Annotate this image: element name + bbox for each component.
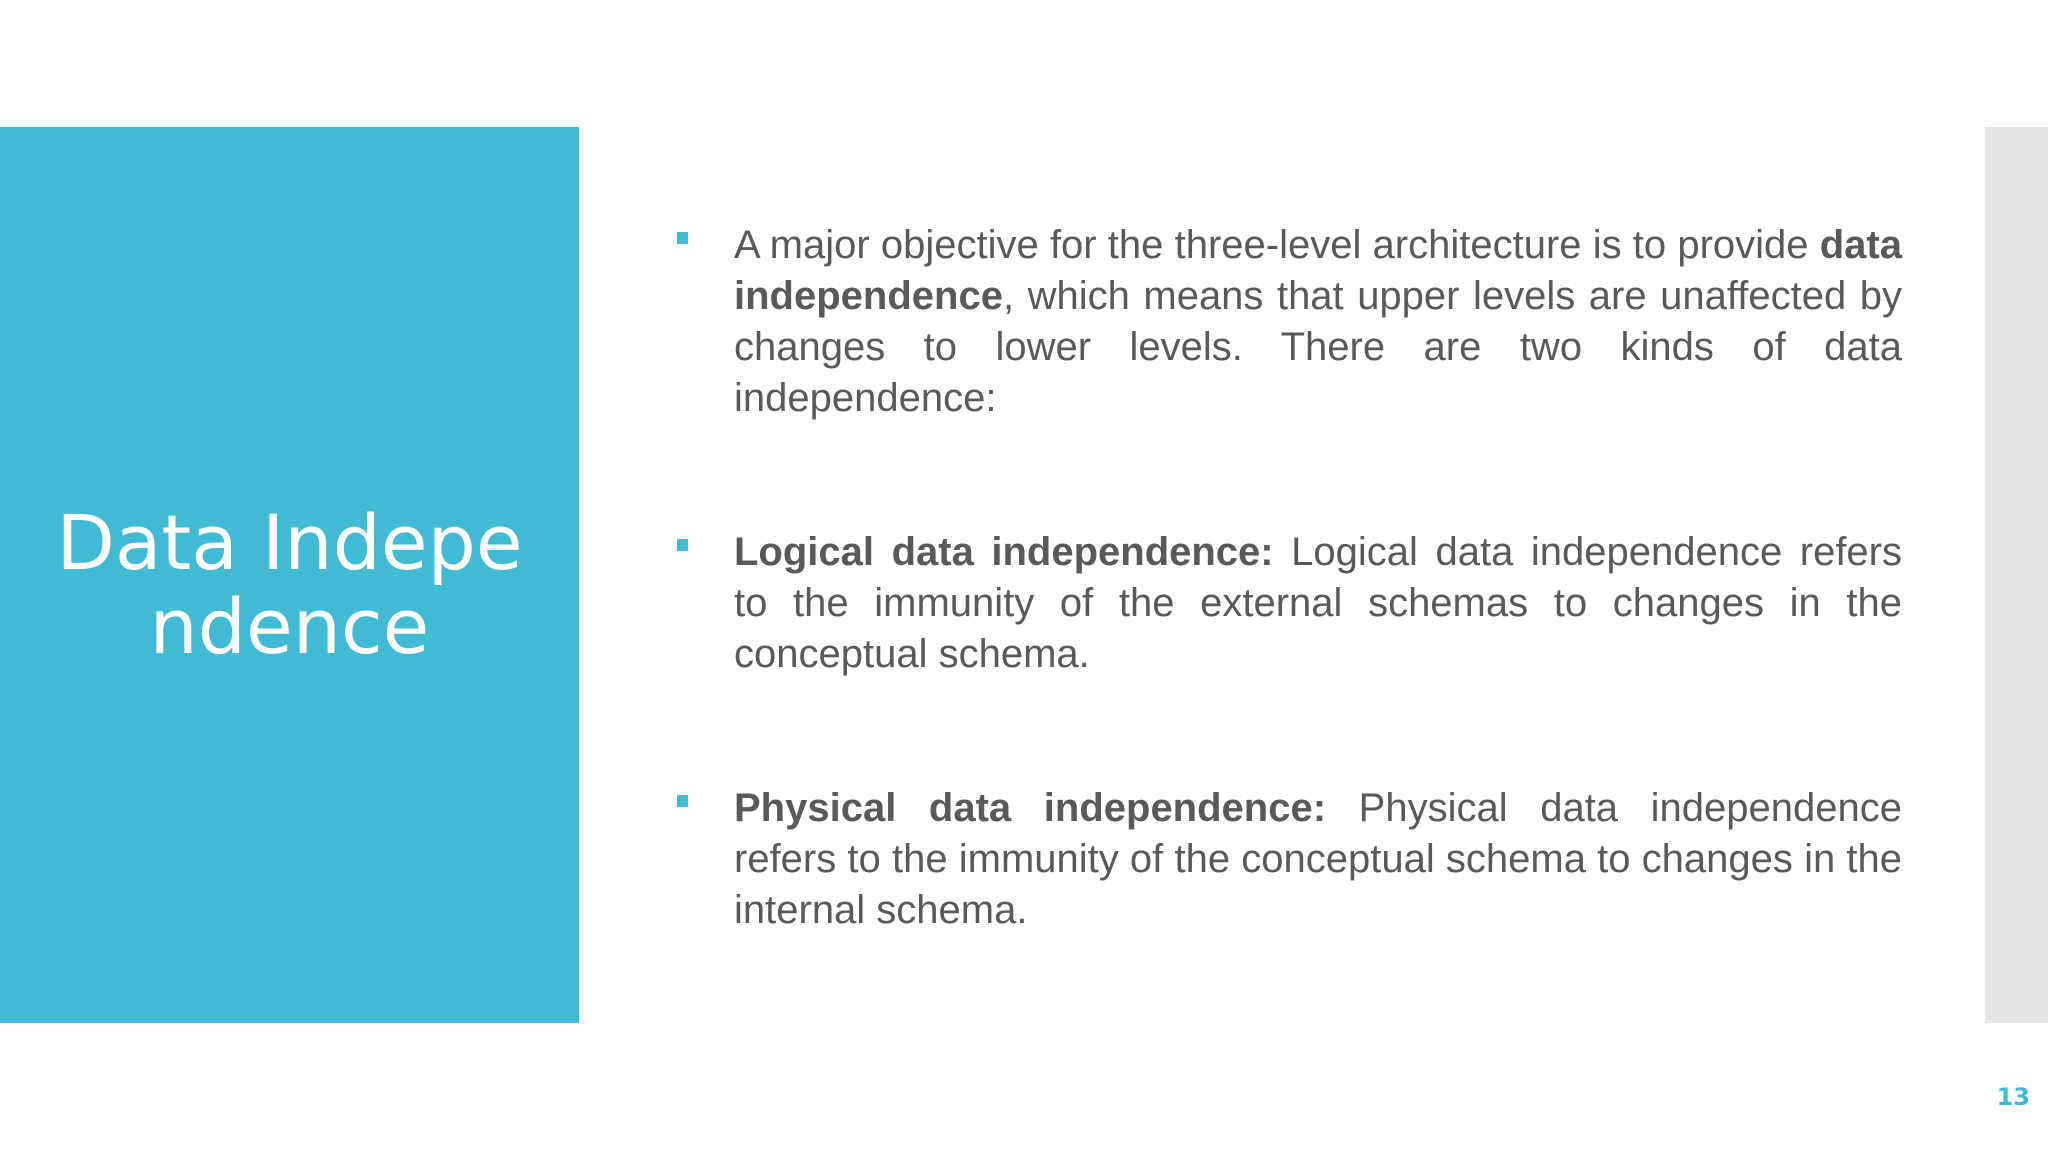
bullet-text-post: Physical data independence refers to the immunity of the conceptual schema to changes in the internal schema.	[734, 786, 1903, 932]
square-bullet-icon	[677, 795, 688, 807]
bullet-text-post: Logical data independence refers to the immunity of the external schemas to changes in the conceptual schema.	[734, 530, 1902, 676]
bullet-item-logical	[660, 527, 1902, 680]
bullet-text-post: , which means that upper levels are unaffected by changes to lower levels. There are two kinds of data independence:	[734, 274, 1902, 420]
square-bullet-icon	[677, 232, 688, 244]
bullet-text-bold: Logical data independence:	[734, 530, 1274, 574]
bullet-text-bold: data independence	[734, 223, 1902, 318]
bullet-text	[734, 220, 1902, 424]
slide-title: Data Independence	[56, 498, 523, 671]
title-panel	[0, 127, 579, 1023]
bullet-text-pre: A major objective for the three-level architecture is to provide	[734, 223, 1820, 267]
bullet-text	[734, 783, 1902, 936]
bullet-list	[660, 220, 1902, 936]
bullet-text-bold: Physical data independence:	[734, 786, 1327, 830]
right-side-bar	[1985, 127, 2048, 1023]
page-number: 13	[1996, 1083, 2030, 1111]
square-bullet-icon	[677, 539, 688, 551]
bullet-item-objective	[660, 220, 1902, 424]
bullet-text	[734, 527, 1902, 680]
bullet-item-physical	[660, 783, 1902, 936]
